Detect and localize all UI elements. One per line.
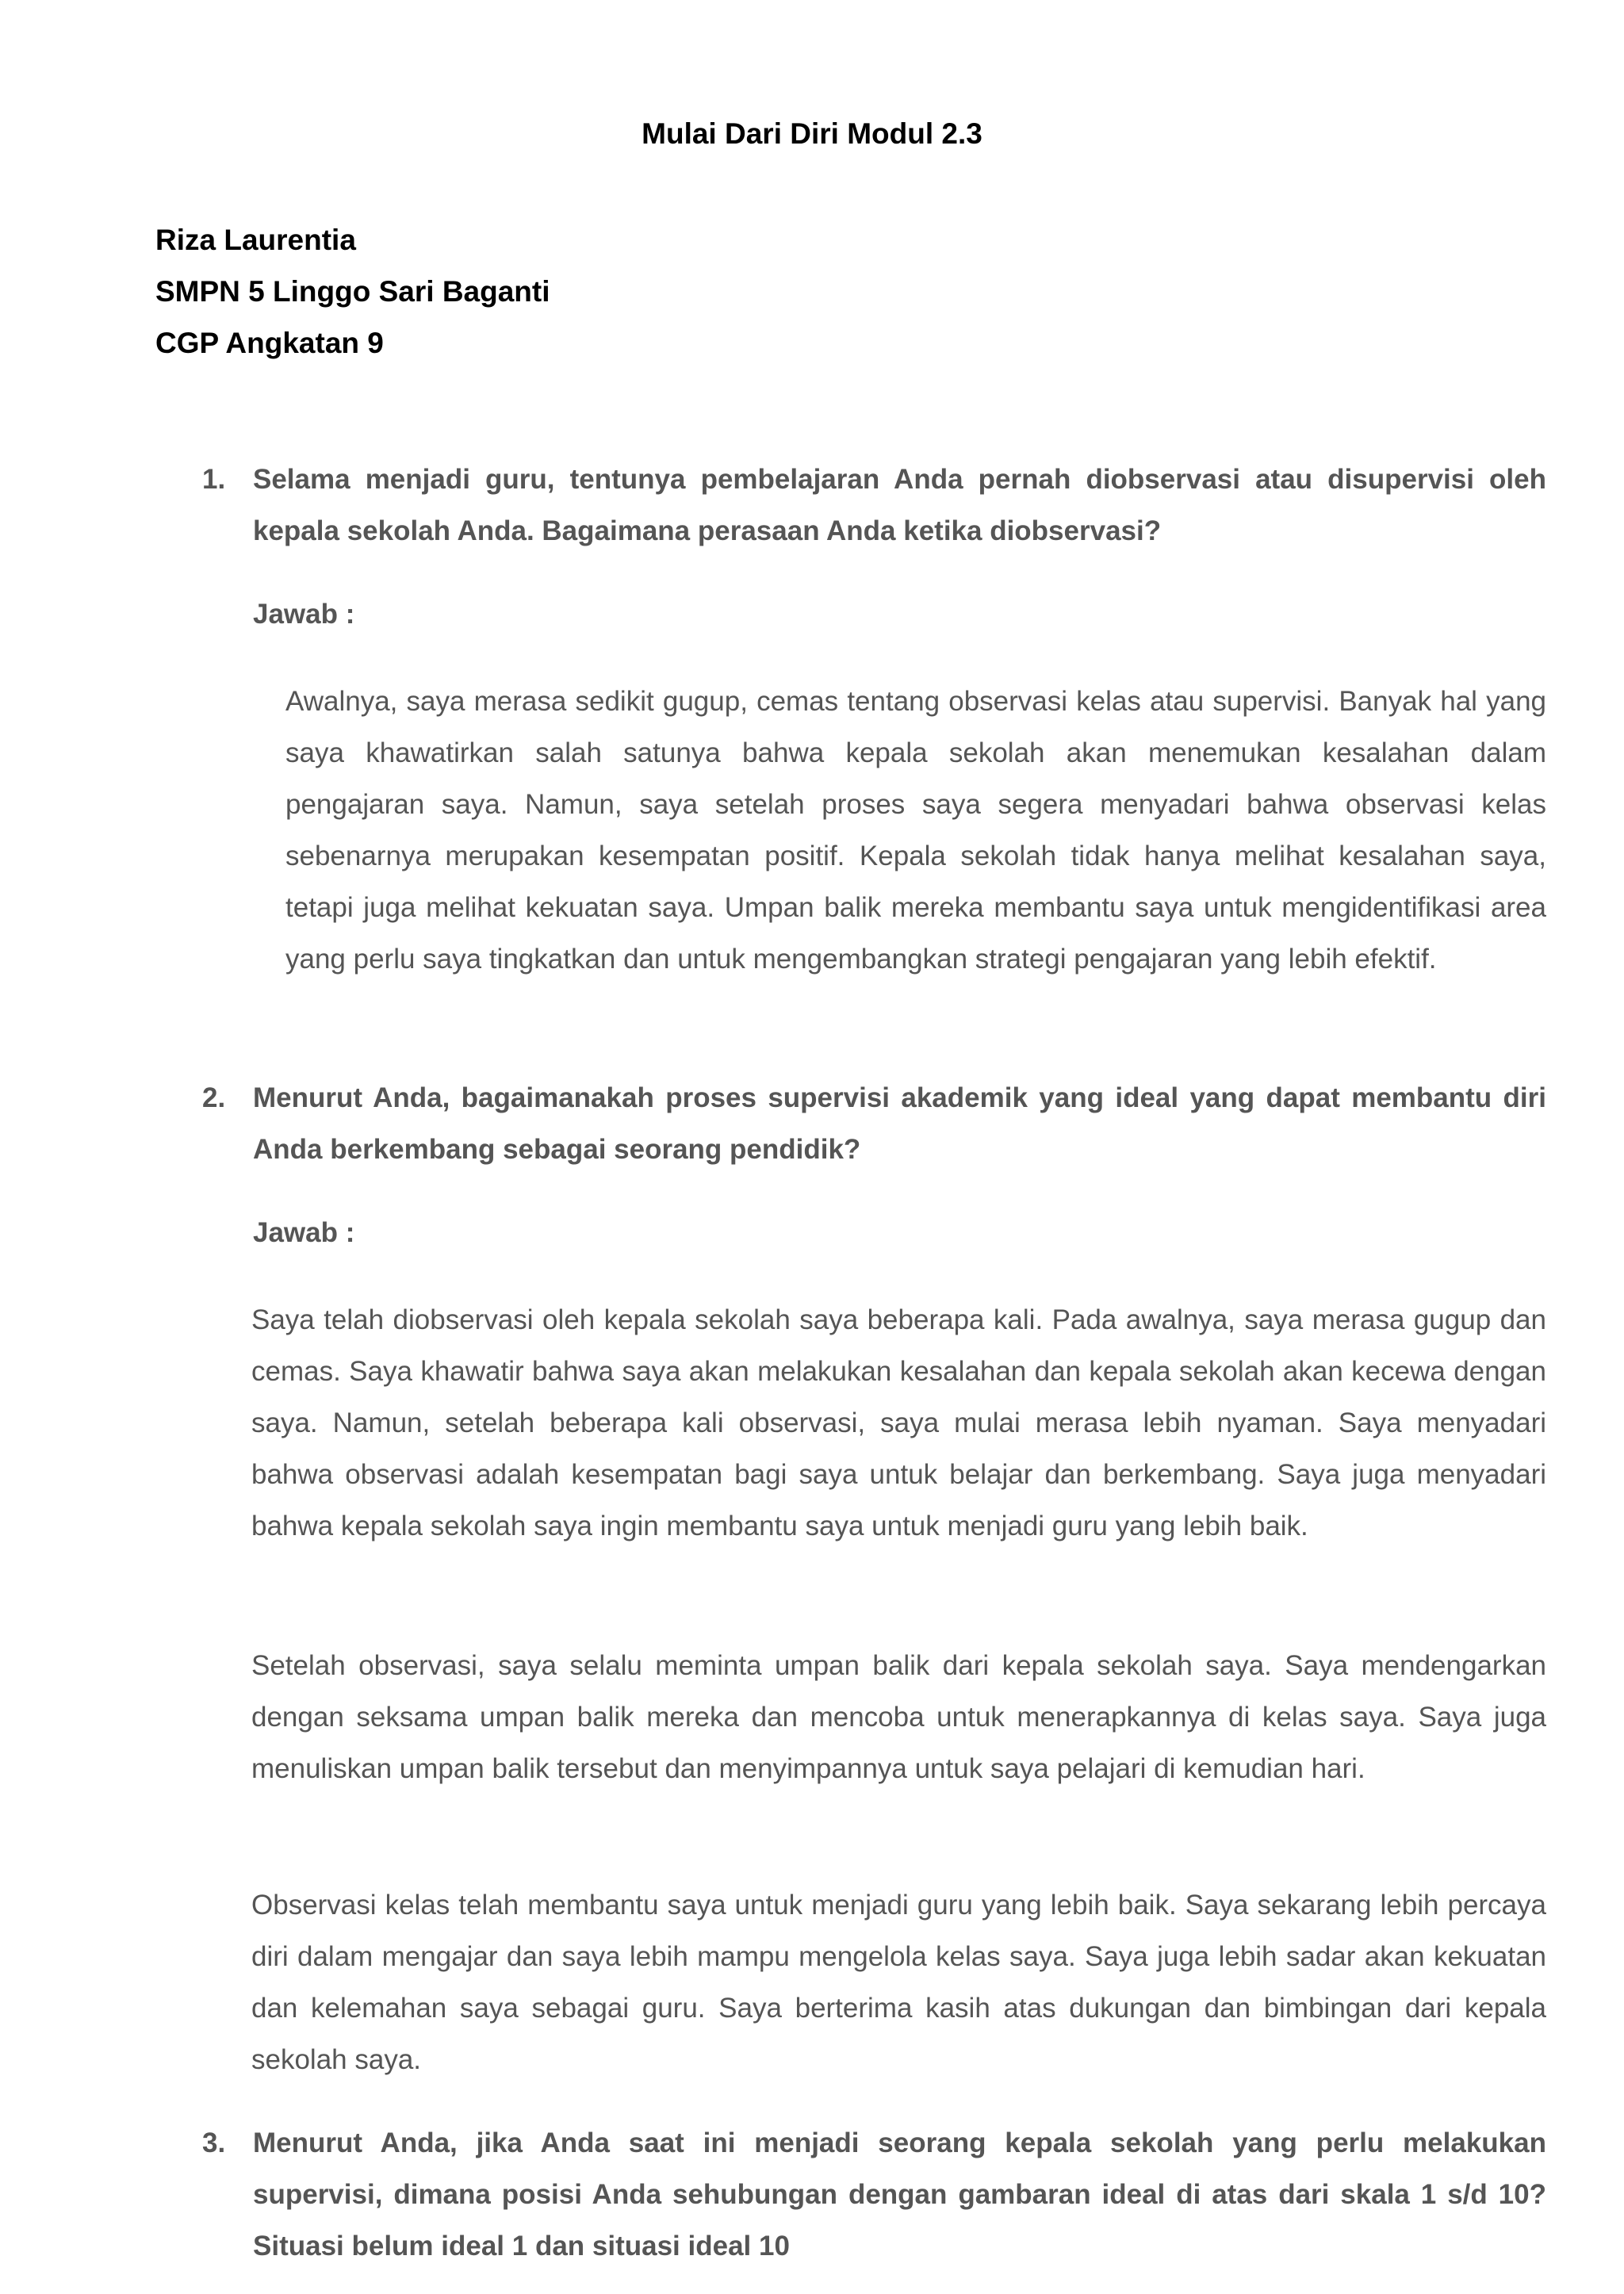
author-school: SMPN 5 Linggo Sari Baganti <box>155 275 550 308</box>
question-number: 1. <box>202 464 226 495</box>
question-text: Menurut Anda, jika Anda saat ini menjadi seorang kepala sekolah yang perlu melakukan supervisi, dimana posisi Anda sehubungan dengan gambaran ideal di atas dari skala 1 s/d 10? Situasi belum ideal 1 dan situasi ideal 10 <box>253 2127 1546 2261</box>
author-name: Riza Laurentia <box>155 224 356 256</box>
question-text: Menurut Anda, bagaimanakah proses supervisi akademik yang ideal yang dapat membantu diri Anda berkembang sebagai seorang pendidik? <box>253 1082 1546 1165</box>
document-title: Mulai Dari Diri Modul 2.3 <box>642 117 982 150</box>
answer-label: Jawab : <box>253 1217 355 1248</box>
answer-paragraph: Saya telah diobservasi oleh kepala sekolah saya beberapa kali. Pada awalnya, saya merasa gugup dan cemas. Saya khawatir bahwa saya akan melakukan kesalahan dan kepala sekolah akan kecewa dengan saya. Namun, setelah beberapa kali observasi, saya mulai merasa lebih nyaman. Saya menyadari bahwa observasi adalah kesempatan bagi saya untuk belajar dan berkembang. Saya juga menyadari bahwa kepala sekolah saya ingin membantu saya untuk menjadi guru yang lebih baik. <box>251 1304 1546 1541</box>
question-text: Selama menjadi guru, tentunya pembelajaran Anda pernah diobservasi atau disupervisi oleh kepala sekolah Anda. Bagaimana perasaan Anda ketika diobservasi? <box>253 464 1546 546</box>
question-number: 3. <box>202 2127 226 2158</box>
answer-paragraph: Observasi kelas telah membantu saya untuk menjadi guru yang lebih baik. Saya sekarang lebih percaya diri dalam mengajar dan saya lebih mampu mengelola kelas saya. Saya juga lebih sadar akan kekuatan dan kelemahan saya sebagai guru. Saya berterima kasih atas dukungan dan bimbingan dari kepala sekolah saya. <box>251 1890 1546 2075</box>
author-cohort: CGP Angkatan 9 <box>155 327 384 359</box>
answer-label: Jawab : <box>253 599 355 630</box>
author-block <box>155 214 550 369</box>
question-number: 2. <box>202 1082 226 1113</box>
answer-paragraph: Awalnya, saya merasa sedikit gugup, cemas tentang observasi kelas atau supervisi. Banyak hal yang saya khawatirkan salah satunya bahwa kepala sekolah akan menemukan kesalahan dalam pengajaran saya. Namun, saya setelah proses saya segera menyadari bahwa observasi kelas sebenarnya merupakan kesempatan positif. Kepala sekolah tidak hanya melihat kesalahan saya, tetapi juga melihat kekuatan saya. Umpan balik mereka membantu saya untuk mengidentifikasi area yang perlu saya tingkatkan dan untuk mengembangkan strategi pengajaran yang lebih efektif. <box>285 686 1546 975</box>
answer-paragraph: Setelah observasi, saya selalu meminta umpan balik dari kepala sekolah saya. Saya mendengarkan dengan seksama umpan balik mereka dan mencoba untuk menerapkannya di kelas saya. Saya juga menuliskan umpan balik tersebut dan menyimpannya untuk saya pelajari di kemudian hari. <box>251 1650 1546 1784</box>
